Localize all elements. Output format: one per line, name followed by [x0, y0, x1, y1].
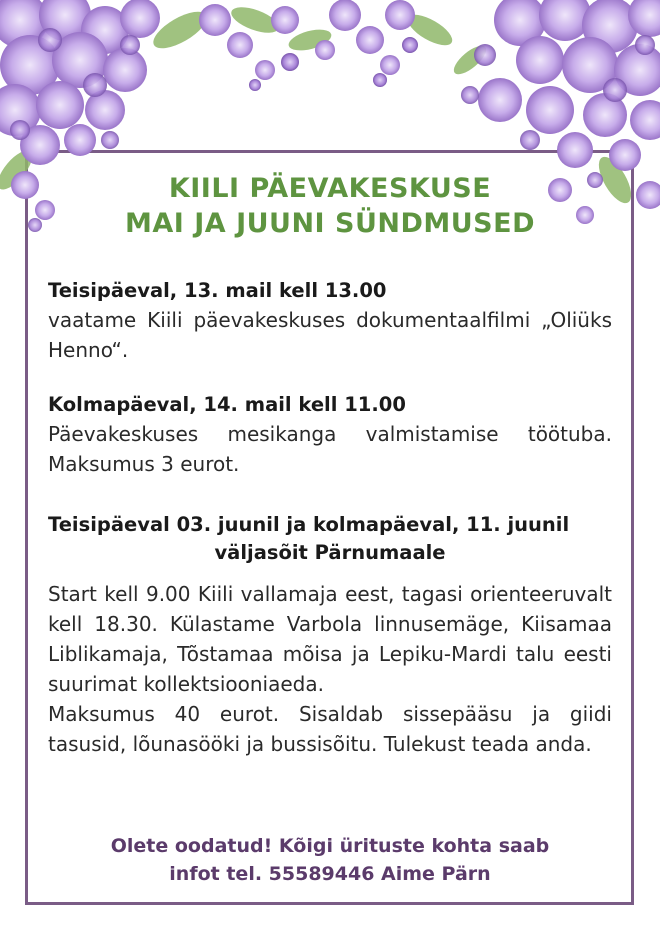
event-heading: Teisipäeval, 13. mail kell 13.00	[48, 279, 387, 302]
event-text: Start kell 9.00 Kiili vallamaja eest, tagasi orienteeruvalt kell 18.30. Külastame Varbola linnusemäge, Kiisamaa Liblikamaja, Tõstamaa mõisa ja Lepiku-Mardi talu eesti suurimat kollektsiooniaeda.	[48, 582, 612, 696]
event-2	[48, 391, 612, 479]
event-3	[48, 511, 612, 759]
footer-line-2: infot tel. 55589446 Aime Pärn	[169, 863, 491, 885]
footer-contact	[0, 832, 660, 888]
event-price-text: Maksumus 40 eurot. Sisaldab sissepääsu ja giidi tasusid, lõunasööki ja bussisõitu. Tulekust teada anda.	[48, 702, 612, 756]
event-1	[48, 277, 612, 365]
event-heading: Kolmapäeval, 14. mail kell 11.00	[48, 393, 406, 416]
footer-line-1: Olete oodatud! Kõigi ürituste kohta saab	[110, 835, 550, 857]
title-line-2: MAI JA JUUNI SÜNDMUSED	[125, 208, 535, 239]
title-line-1: KIILI PÄEVAKESKUSE	[168, 173, 492, 204]
event-heading-destination: väljasõit Pärnumaale	[214, 541, 446, 564]
event-text: vaatame Kiili päevakeskuses dokumentaalfilmi „Oliüks Henno“.	[48, 308, 612, 362]
events-content	[48, 277, 612, 759]
event-heading: Teisipäeval 03. juunil ja kolmapäeval, 11. juunil	[48, 513, 570, 536]
event-text: Päevakeskuses mesikanga valmistamise töötuba. Maksumus 3 eurot.	[48, 422, 612, 476]
